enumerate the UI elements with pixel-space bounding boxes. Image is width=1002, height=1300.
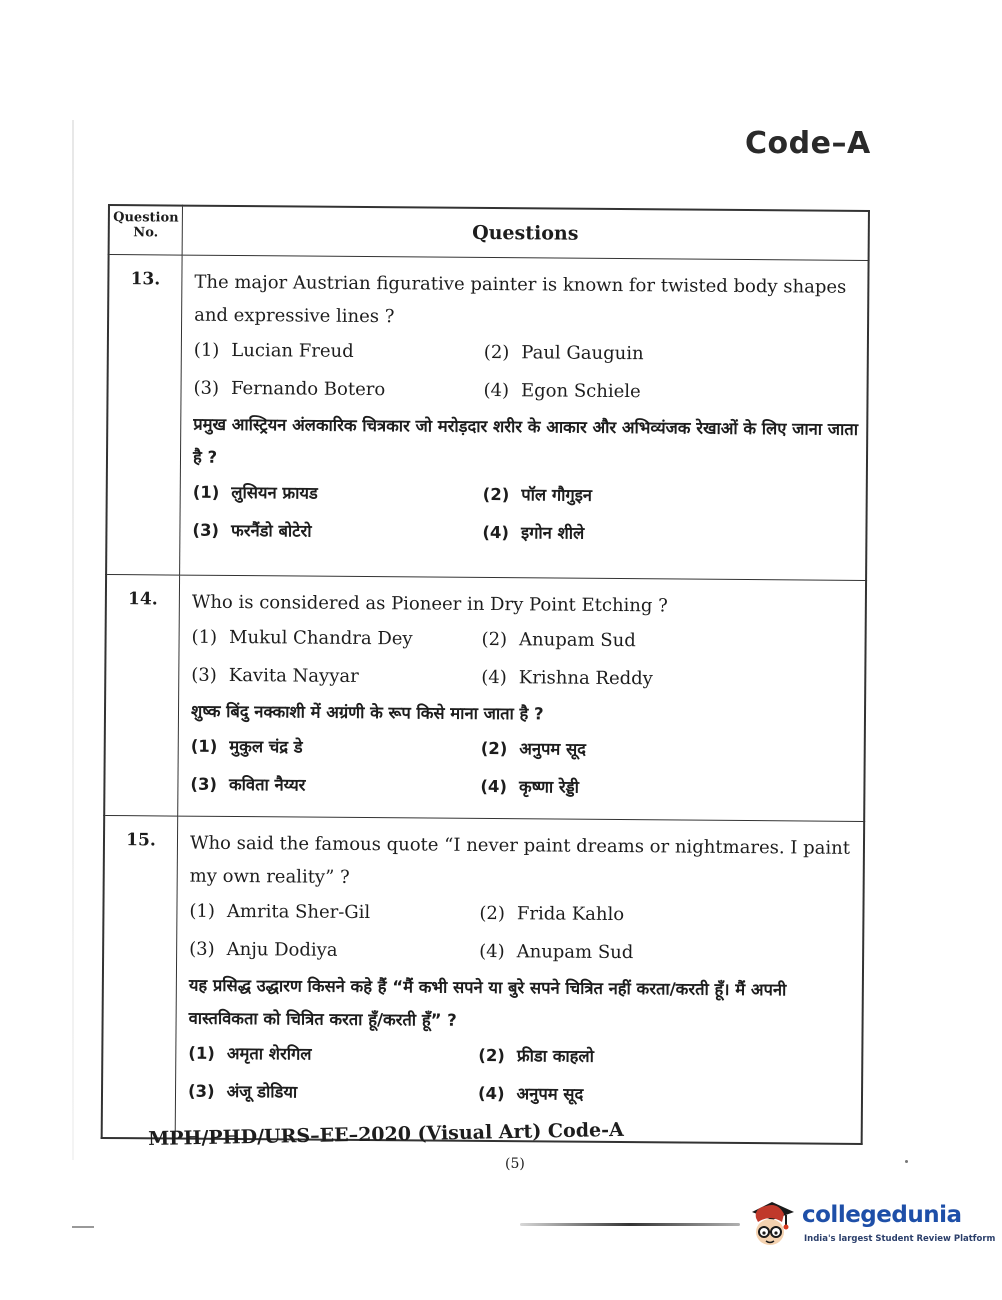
option: (3) Kavita Nayyar bbox=[191, 664, 359, 687]
options-en bbox=[191, 619, 859, 700]
mascot-logo-icon bbox=[744, 1196, 800, 1252]
question-number: 13. bbox=[106, 255, 182, 576]
page-number: (5) bbox=[505, 1156, 525, 1172]
scan-mark bbox=[520, 1223, 740, 1226]
option: (1) लुसियन फ्रायड bbox=[192, 482, 318, 503]
question-text-hi: शुष्क बिंदु नक्काशी में अग्रंणी के रूप किसे माना जाता है ? bbox=[190, 701, 544, 724]
option: (1) Mukul Chandra Dey bbox=[191, 626, 413, 650]
scan-mark bbox=[72, 1226, 94, 1228]
option: (2) Paul Gauguin bbox=[483, 341, 644, 365]
question-number: 14. bbox=[104, 574, 179, 816]
option: (3) Anju Dodiya bbox=[189, 938, 338, 961]
options-en bbox=[189, 893, 857, 974]
option: (3) फरनैंडो बोटेरो bbox=[192, 520, 312, 541]
brand-name: collegedunia bbox=[802, 1202, 962, 1228]
option: (4) अनुपम सूद bbox=[477, 1083, 584, 1104]
col-header-questions: Questions bbox=[182, 206, 869, 261]
question-row bbox=[102, 815, 865, 1143]
scan-speck bbox=[905, 1160, 908, 1163]
question-cell bbox=[180, 255, 869, 580]
option: (1) Lucian Freud bbox=[193, 339, 354, 362]
question-number: 15. bbox=[102, 815, 178, 1138]
collegedunia-brand[interactable] bbox=[744, 1196, 996, 1256]
option: (3) Fernando Botero bbox=[193, 377, 386, 401]
question-text-en: Who said the famous quote “I never paint dreams or nightmares. I paint my own reality” ? bbox=[189, 832, 851, 888]
option: (2) पॉल गौगुइन bbox=[482, 484, 593, 505]
paper-code: Code–A bbox=[745, 126, 871, 161]
question-row bbox=[104, 574, 866, 821]
page-edge bbox=[72, 120, 74, 1160]
option: (4) कृष्णा रेड्डी bbox=[480, 776, 579, 797]
options-hi bbox=[192, 474, 860, 555]
options-hi bbox=[188, 1035, 856, 1116]
question-cell bbox=[175, 816, 864, 1143]
question-text-en: The major Austrian figurative painter is known for twisted body shapes and expressive lines ? bbox=[194, 271, 847, 328]
option: (2) Anupam Sud bbox=[481, 628, 636, 652]
option: (4) Anupam Sud bbox=[479, 940, 634, 964]
option: (2) फ्रीडा काहलो bbox=[478, 1045, 594, 1066]
options-hi bbox=[190, 728, 858, 809]
option: (2) Frida Kahlo bbox=[479, 902, 625, 926]
option: (4) इगोन शीले bbox=[482, 522, 585, 543]
question-cell bbox=[178, 575, 866, 821]
question-text-hi: यह प्रसिद्ध उद्धारण किसने कहे हैं “मैं कभी सपने या बुरे सपने चित्रित नहीं करता/करती हूँ। मैं अपनी वास्तविकता को चित्रित करता हूँ/करती हूँ” ? bbox=[188, 975, 787, 1030]
col-header-qno: Question No. bbox=[109, 205, 183, 255]
brand-tagline: India's largest Student Review Platform bbox=[804, 1234, 996, 1244]
option: (1) Amrita Sher-Gil bbox=[189, 900, 371, 924]
option: (3) कविता नैय्यर bbox=[190, 774, 306, 795]
table-header-row bbox=[109, 205, 869, 260]
question-row bbox=[106, 255, 868, 581]
question-text-en: Who is considered as Pioneer in Dry Point Etching ? bbox=[191, 591, 668, 617]
option: (1) मुकुल चंद्र डे bbox=[190, 736, 303, 757]
question-table bbox=[101, 204, 870, 1144]
footer-paper-code: MPH/PHD/URS–EE–2020 (Visual Art) Code-A bbox=[148, 1118, 624, 1150]
option: (4) Krishna Reddy bbox=[481, 666, 653, 690]
question-sheet bbox=[101, 204, 870, 1144]
option: (2) अनुपम सूद bbox=[480, 738, 587, 759]
option: (3) अंजू डोडिया bbox=[187, 1081, 298, 1102]
option: (4) Egon Schiele bbox=[483, 379, 641, 403]
options-en bbox=[193, 332, 861, 413]
question-text-hi: प्रमुख आस्ट्रियन अंलकारिक चित्रकार जो मरोड़दार शरीर के आकार और अभिव्यंजक रेखाओं के लिए जाना जाता है ? bbox=[192, 414, 859, 467]
option: (1) अमृता शेरगिल bbox=[188, 1043, 312, 1064]
